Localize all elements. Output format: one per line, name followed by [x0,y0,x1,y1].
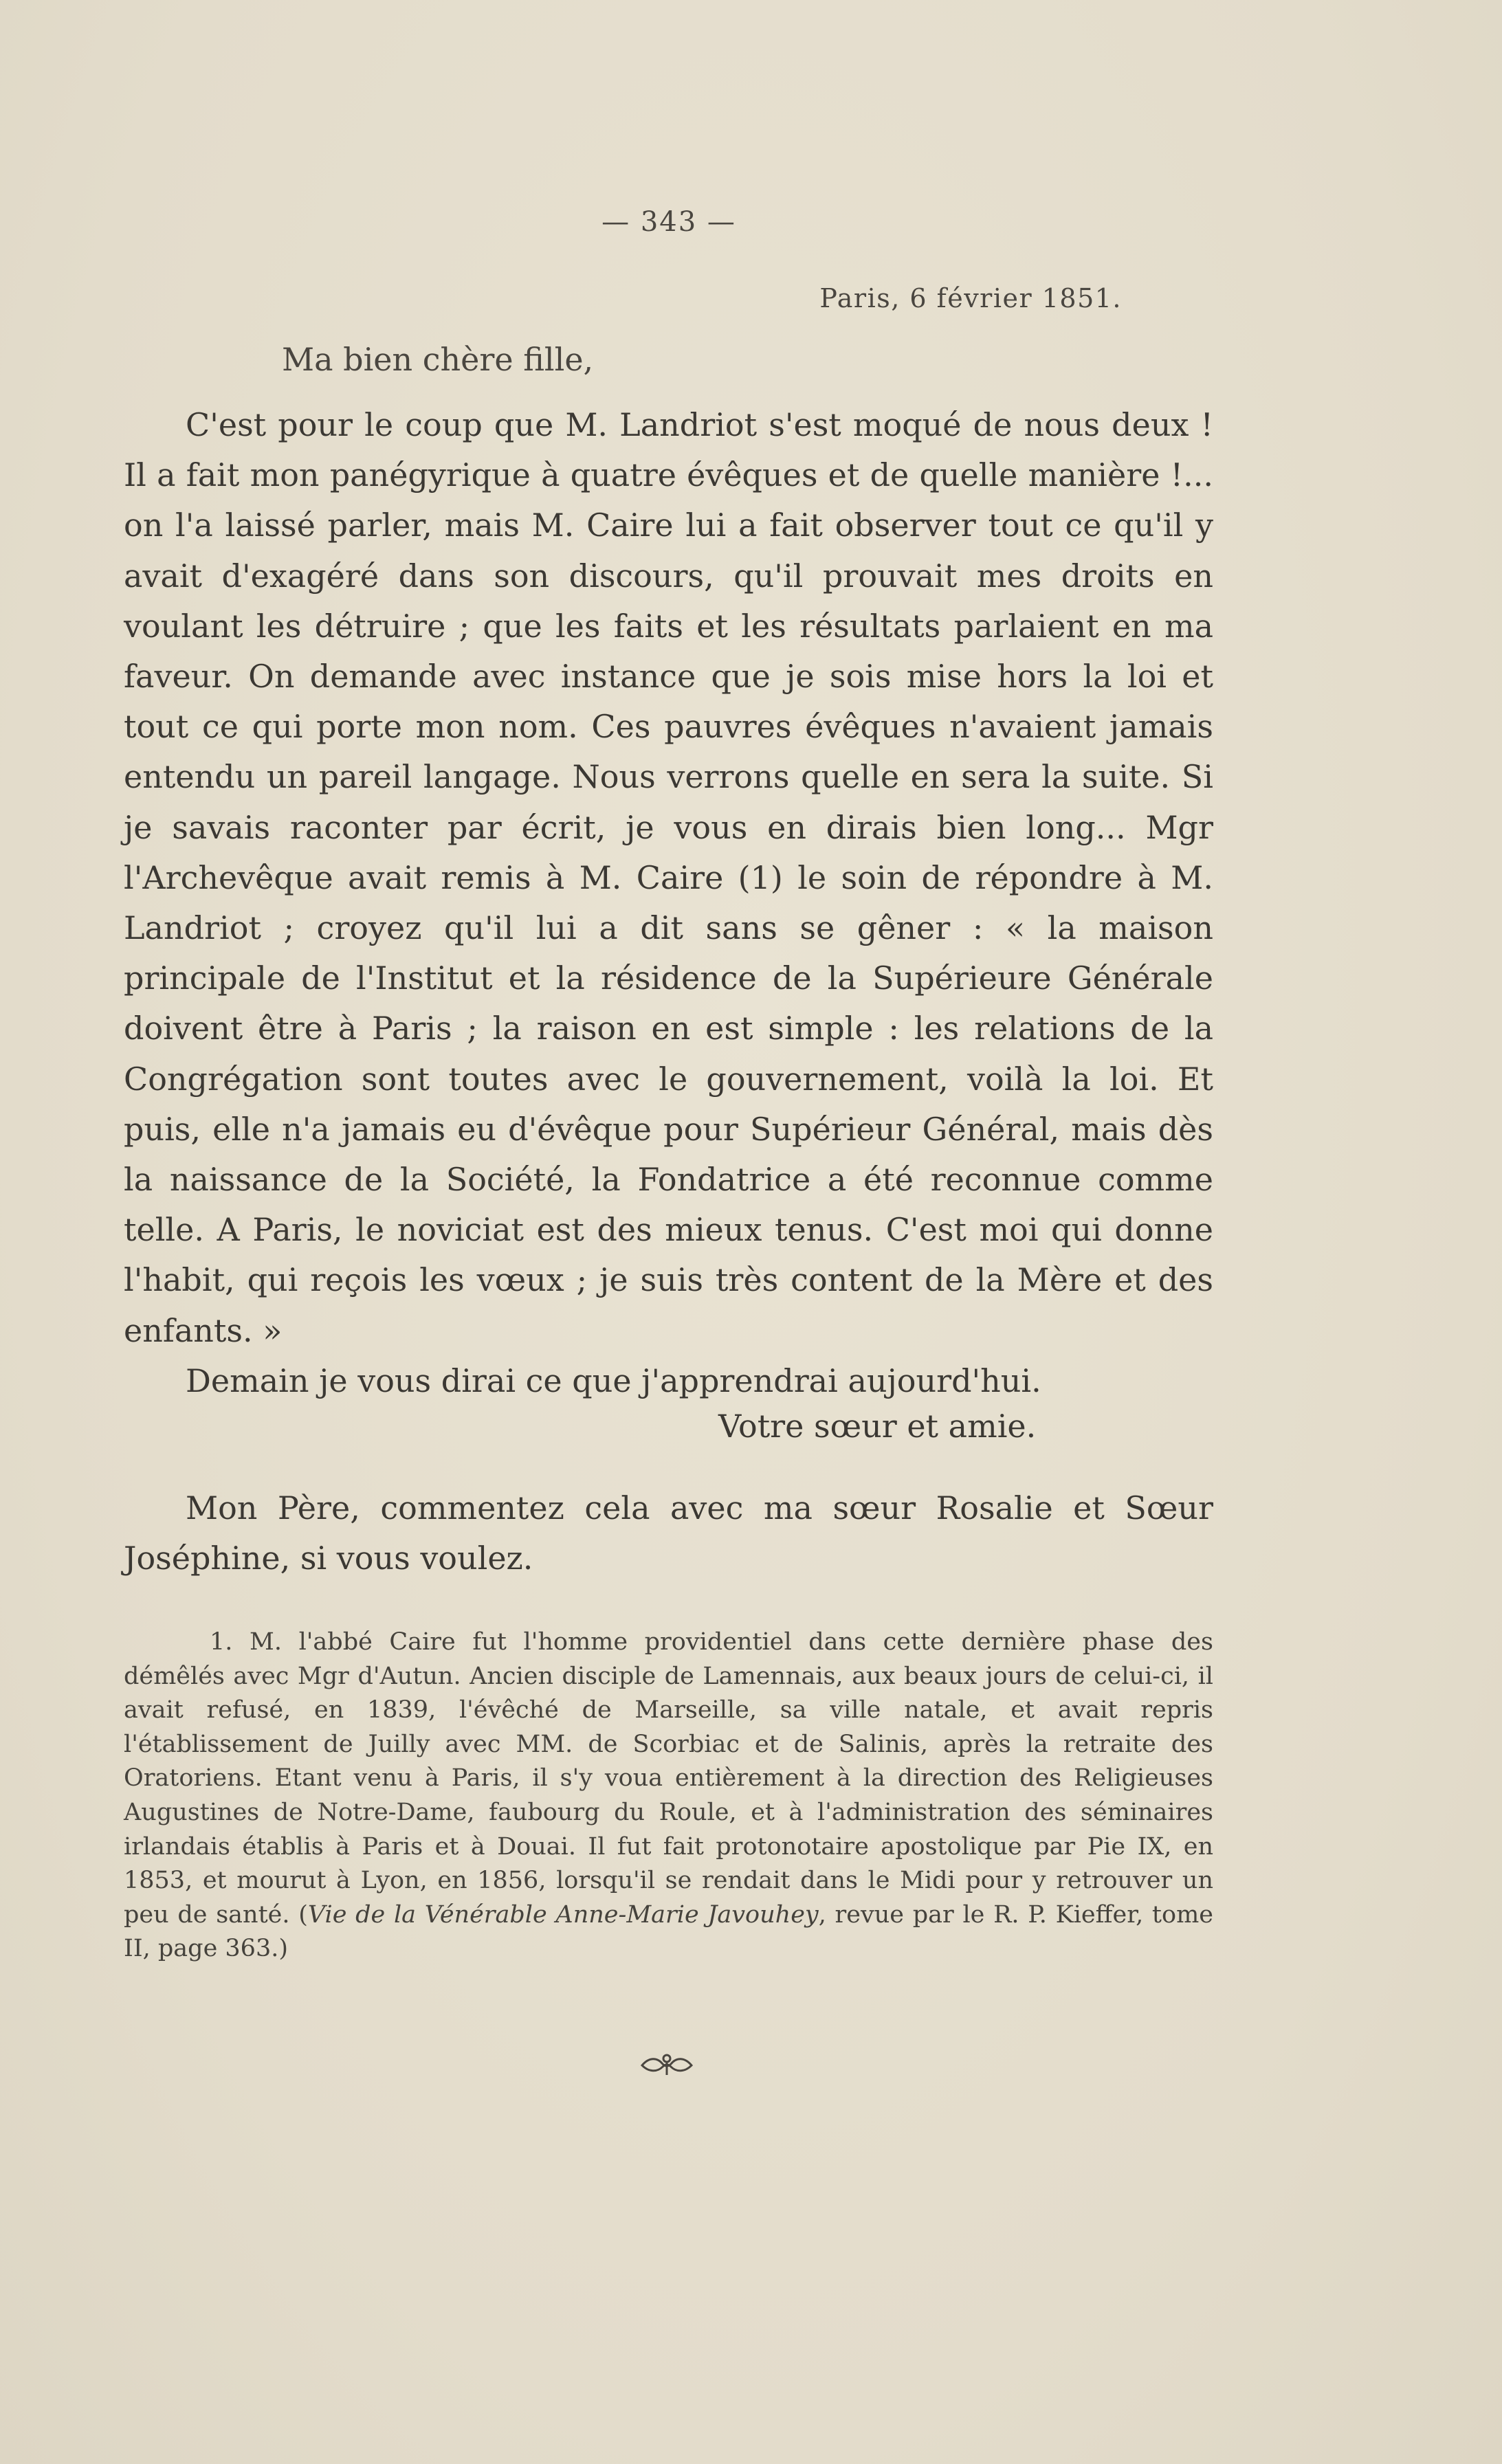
letter-body [124,400,1213,1406]
letter-postscript: Mon Père, commentez cela avec ma sœur Rosalie et Sœur Joséphine, si vous voulez. [124,1489,1213,1577]
letter-paragraph: C'est pour le coup que M. Landriot s'est moqué de nous deux ! Il a fait mon panégyrique à quatre évêques et de quelle manière !... on l'a laissé parler, mais M. Caire lui a fait observer tout ce qu'il y avait d'exagéré dans son discours, qu'il prouvait mes droits en voulant les détruire ; que les faits et les résultats parlaient en ma faveur. On demande avec instance que je sois mise hors la loi et tout ce qui porte mon nom. Ces pauvres évêques n'avaient jamais entendu un pareil langage. Nous verrons quelle en sera la suite. Si je savais raconter par écrit, je vous en dirais bien long... Mgr l'Archevêque avait remis à M. Caire (1) le soin de répondre à M. Landriot ; croyez qu'il lui a dit sans se gêner : « la maison principale de l'Institut et la résidence de la Supérieure Générale doivent être à Paris ; la raison en est simple : les relations de la Congrégation sont toutes avec le gouvernement, voilà la loi. Et puis, elle n'a jamais eu d'évêque pour Supérieur Général, mais dès la naissance de la Société, la Fondatrice a été reconnue comme telle. A Paris, le noviciat est des mieux tenus. C'est moi qui donne l'habit, qui reçois les vœux ; je suis très content de la Mère et des enfants. » [124,406,1213,1349]
footnote-text: M. l'abbé Caire fut l'homme providentiel dans cette dernière phase des démêlés avec Mgr d'Autun. Ancien disciple de Lamennais, aux beaux jours de celui-ci, il avait refusé, en 1839, l'évêché de Marseille, sa ville natale, et avait repris l'établissement de Juilly avec MM. de Scorbiac et de Salinis, après la retraite des Oratoriens. Etant venu à Paris, il s'y voua entièrement à la direction des Religieuses Augustines de Notre-Dame, faubourg du Roule, et à l'administration des séminaires irlandais établis à Paris et à Douai. Il fut fait protonotaire apostolique par Pie IX, en 1853, et mourut à Lyon, en 1856, lorsqu'il se rendait dans le Midi pour y retrouver un peu de santé. ( [124,1628,1213,1929]
footnote [124,1625,1213,1966]
page-number: — 343 — [601,206,736,238]
footnote-number: 1. [210,1628,233,1656]
letter-dateline: Paris, 6 février 1851. [819,283,1122,313]
footnote-text-end: , revue par le R. P. Kieffer, tome II, page 363.) [124,1900,1213,1963]
fleuron-ornament-icon [639,2052,694,2079]
footnote-book-title: Vie de la Vénérable Anne-Marie Javouhey [307,1900,819,1929]
letter-signoff: Votre sœur et amie. [718,1408,1037,1445]
letter-salutation: Ma bien chère fille, [282,341,594,378]
letter-paragraph: Demain je vous dirai ce que j'apprendrai aujourd'hui. [186,1362,1041,1399]
